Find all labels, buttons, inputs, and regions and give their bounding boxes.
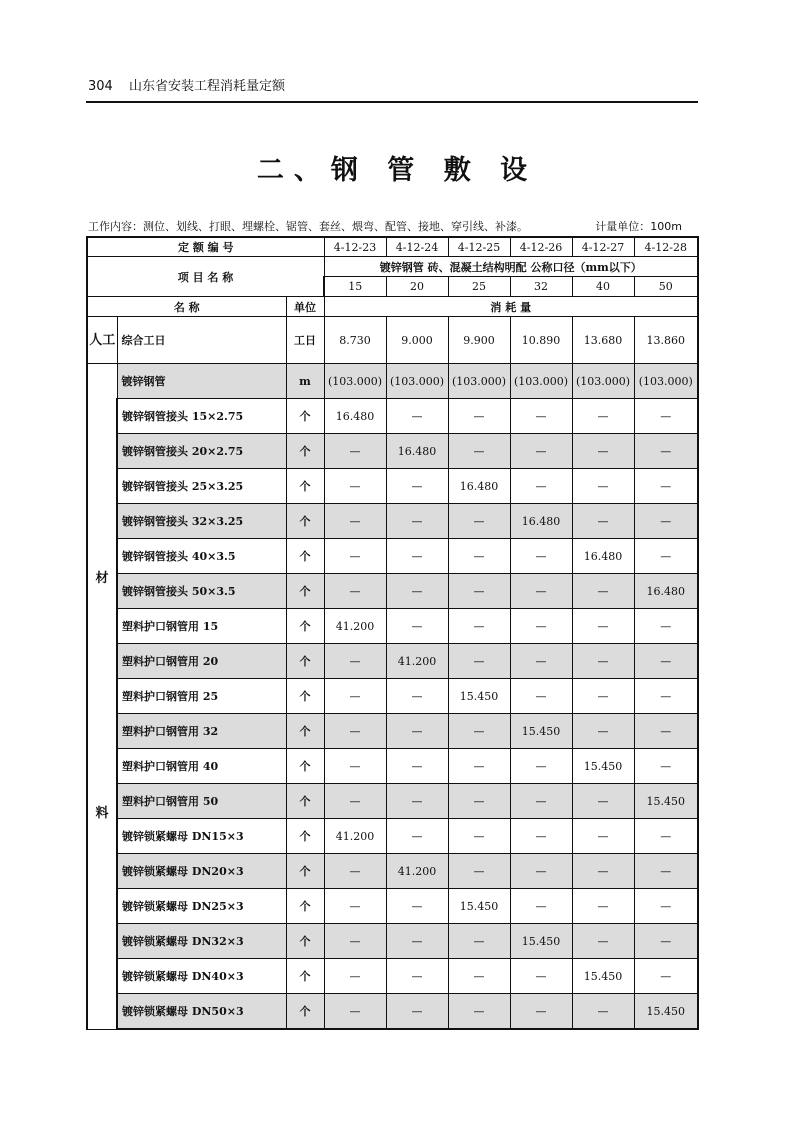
material-value: — — [510, 819, 572, 854]
material-unit: 个 — [286, 539, 324, 574]
material-value: — — [572, 854, 634, 889]
material-name: 镀锌钢管 — [117, 364, 286, 399]
labor-value: 13.680 — [572, 317, 634, 364]
material-value: 41.200 — [324, 609, 386, 644]
material-unit: 个 — [286, 784, 324, 819]
material-value: — — [634, 819, 698, 854]
material-row — [87, 574, 698, 609]
material-value: — — [634, 959, 698, 994]
material-name: 塑料护口钢管用 50 — [117, 784, 286, 819]
item-desc-row — [87, 257, 698, 277]
material-value: 16.480 — [448, 469, 510, 504]
material-value: — — [572, 714, 634, 749]
material-value: — — [448, 924, 510, 959]
material-value: 16.480 — [510, 504, 572, 539]
material-value: — — [324, 924, 386, 959]
item-name-label: 项 目 名 称 — [87, 257, 324, 297]
material-name: 镀锌锁紧螺母 DN15×3 — [117, 819, 286, 854]
section-title: 二、钢 管 敷 设 — [256, 155, 538, 186]
material-value: 41.200 — [324, 819, 386, 854]
material-value: — — [386, 504, 448, 539]
diameter: 25 — [448, 277, 510, 297]
material-value: — — [386, 889, 448, 924]
material-value: — — [510, 399, 572, 434]
material-row — [87, 679, 698, 714]
material-unit: 个 — [286, 889, 324, 924]
material-name: 镀锌钢管接头 15×2.75 — [117, 399, 286, 434]
material-name: 镀锌钢管接头 20×2.75 — [117, 434, 286, 469]
material-value: — — [634, 924, 698, 959]
column-header-row — [87, 297, 698, 317]
material-value: 15.450 — [510, 924, 572, 959]
material-unit: 个 — [286, 469, 324, 504]
material-category-top: 材 — [95, 571, 109, 587]
material-value: 15.450 — [572, 749, 634, 784]
material-value: — — [572, 924, 634, 959]
material-value: — — [324, 854, 386, 889]
labor-unit: 工日 — [286, 317, 324, 364]
material-value: — — [324, 644, 386, 679]
material-name: 镀锌锁紧螺母 DN40×3 — [117, 959, 286, 994]
material-value: — — [572, 784, 634, 819]
material-value: — — [448, 434, 510, 469]
book-title: 山东省安装工程消耗量定额 — [128, 79, 285, 94]
material-value: (103.000) — [634, 364, 698, 399]
material-value: — — [510, 679, 572, 714]
material-value: (103.000) — [510, 364, 572, 399]
unit-note: 计量单位：100m — [595, 220, 682, 233]
material-value: — — [448, 819, 510, 854]
material-value: — — [448, 749, 510, 784]
quota-number: 4-12-26 — [510, 237, 572, 257]
material-unit: 个 — [286, 434, 324, 469]
material-name: 镀锌锁紧螺母 DN20×3 — [117, 854, 286, 889]
material-value: — — [324, 469, 386, 504]
material-name: 塑料护口钢管用 32 — [117, 714, 286, 749]
material-row — [87, 994, 698, 1030]
material-value: — — [448, 504, 510, 539]
material-value: — — [572, 469, 634, 504]
material-value: — — [324, 714, 386, 749]
material-value: — — [448, 399, 510, 434]
material-row — [87, 924, 698, 959]
material-row — [87, 854, 698, 889]
material-unit: 个 — [286, 959, 324, 994]
diameter: 40 — [572, 277, 634, 297]
material-value: — — [448, 854, 510, 889]
material-row — [87, 364, 698, 399]
material-value: — — [324, 679, 386, 714]
material-value: — — [386, 399, 448, 434]
work-content-line — [88, 218, 682, 234]
col-name-label: 名 称 — [87, 297, 286, 317]
material-value: — — [634, 504, 698, 539]
material-row — [87, 539, 698, 574]
labor-value: 9.000 — [386, 317, 448, 364]
material-name: 塑料护口钢管用 40 — [117, 749, 286, 784]
material-value: — — [386, 959, 448, 994]
material-value: — — [324, 994, 386, 1030]
material-unit: 个 — [286, 399, 324, 434]
material-value: 15.450 — [634, 994, 698, 1030]
work-content: 工作内容：测位、划线、打眼、埋螺栓、锯管、套丝、煨弯、配管、接地、穿引线、补漆。 — [88, 220, 528, 233]
material-unit: 个 — [286, 714, 324, 749]
material-value: — — [386, 714, 448, 749]
material-name: 塑料护口钢管用 25 — [117, 679, 286, 714]
material-value: — — [510, 574, 572, 609]
material-value: — — [572, 399, 634, 434]
labor-row — [87, 317, 698, 364]
material-row — [87, 469, 698, 504]
diameter: 32 — [510, 277, 572, 297]
material-value: — — [634, 714, 698, 749]
material-value: (103.000) — [324, 364, 386, 399]
material-row — [87, 784, 698, 819]
material-value: — — [386, 539, 448, 574]
page-number: 304 — [88, 79, 113, 94]
material-value: — — [510, 644, 572, 679]
running-header — [88, 75, 285, 94]
material-row — [87, 749, 698, 784]
material-value: — — [634, 854, 698, 889]
material-name: 镀锌钢管接头 50×3.5 — [117, 574, 286, 609]
quota-number: 4-12-24 — [386, 237, 448, 257]
material-value: — — [448, 994, 510, 1030]
material-unit: 个 — [286, 679, 324, 714]
material-category — [87, 364, 117, 1030]
material-value: — — [386, 749, 448, 784]
material-value: 41.200 — [386, 854, 448, 889]
col-unit-label: 单位 — [286, 297, 324, 317]
material-value: — — [510, 854, 572, 889]
material-value: — — [324, 574, 386, 609]
material-row — [87, 504, 698, 539]
material-row — [87, 819, 698, 854]
material-category-bottom: 料 — [95, 806, 109, 822]
material-value: — — [324, 959, 386, 994]
diameter: 20 — [386, 277, 448, 297]
material-name: 镀锌钢管接头 32×3.25 — [117, 504, 286, 539]
material-value: — — [448, 574, 510, 609]
material-value: — — [448, 714, 510, 749]
material-unit: 个 — [286, 994, 324, 1030]
material-value: — — [386, 574, 448, 609]
material-unit: m — [286, 364, 324, 399]
material-value: — — [572, 819, 634, 854]
material-unit: 个 — [286, 749, 324, 784]
labor-name: 综合工日 — [117, 317, 286, 364]
quota-number: 4-12-25 — [448, 237, 510, 257]
material-value: — — [634, 644, 698, 679]
material-value: 16.480 — [324, 399, 386, 434]
labor-value: 13.860 — [634, 317, 698, 364]
labor-value: 9.900 — [448, 317, 510, 364]
material-value: — — [386, 784, 448, 819]
material-value: — — [634, 399, 698, 434]
quota-number: 4-12-28 — [634, 237, 698, 257]
material-unit: 个 — [286, 819, 324, 854]
material-value: — — [386, 609, 448, 644]
material-value: — — [510, 469, 572, 504]
col-consumption-label: 消 耗 量 — [324, 297, 698, 317]
material-value: — — [572, 574, 634, 609]
material-value: — — [510, 959, 572, 994]
material-value: — — [572, 609, 634, 644]
quota-number: 4-12-27 — [572, 237, 634, 257]
material-row — [87, 434, 698, 469]
material-row — [87, 889, 698, 924]
material-value: — — [448, 609, 510, 644]
diameter: 15 — [324, 277, 386, 297]
material-value: — — [510, 539, 572, 574]
material-value: — — [634, 539, 698, 574]
material-value: (103.000) — [572, 364, 634, 399]
diameter: 50 — [634, 277, 698, 297]
material-name: 镀锌钢管接头 40×3.5 — [117, 539, 286, 574]
material-value: — — [324, 539, 386, 574]
material-value: — — [572, 434, 634, 469]
item-description: 镀锌钢管 砖、混凝土结构明配 公称口径（mm以下） — [324, 257, 698, 277]
material-value: — — [386, 819, 448, 854]
material-value: — — [634, 749, 698, 784]
material-value: — — [448, 784, 510, 819]
material-value: 15.450 — [448, 679, 510, 714]
quota-no-label: 定 额 编 号 — [87, 237, 324, 257]
material-row — [87, 714, 698, 749]
material-row — [87, 399, 698, 434]
material-value: — — [324, 889, 386, 924]
material-value: — — [572, 644, 634, 679]
material-value: — — [324, 749, 386, 784]
material-row — [87, 609, 698, 644]
material-value: — — [324, 784, 386, 819]
material-value: 15.450 — [634, 784, 698, 819]
material-unit: 个 — [286, 609, 324, 644]
material-value: — — [634, 889, 698, 924]
material-value: 16.480 — [572, 539, 634, 574]
material-unit: 个 — [286, 504, 324, 539]
material-value: — — [634, 609, 698, 644]
material-name: 镀锌锁紧螺母 DN32×3 — [117, 924, 286, 959]
material-value: 15.450 — [510, 714, 572, 749]
quota-table — [86, 236, 699, 1030]
material-value: — — [572, 889, 634, 924]
material-value: — — [510, 784, 572, 819]
material-value: — — [386, 924, 448, 959]
material-unit: 个 — [286, 924, 324, 959]
material-unit: 个 — [286, 644, 324, 679]
material-value: — — [572, 504, 634, 539]
material-value: — — [510, 994, 572, 1030]
material-value: — — [634, 434, 698, 469]
labor-value: 10.890 — [510, 317, 572, 364]
material-name: 镀锌锁紧螺母 DN25×3 — [117, 889, 286, 924]
material-unit: 个 — [286, 574, 324, 609]
material-value: — — [510, 609, 572, 644]
material-value: — — [510, 434, 572, 469]
material-unit: 个 — [286, 854, 324, 889]
labor-category: 人工 — [87, 317, 117, 364]
material-value: 16.480 — [386, 434, 448, 469]
quota-number-row — [87, 237, 698, 257]
material-value: — — [448, 959, 510, 994]
material-value: (103.000) — [386, 364, 448, 399]
material-value: — — [324, 434, 386, 469]
material-name: 镀锌锁紧螺母 DN50×3 — [117, 994, 286, 1030]
material-value: (103.000) — [448, 364, 510, 399]
material-name: 镀锌钢管接头 25×3.25 — [117, 469, 286, 504]
labor-value: 8.730 — [324, 317, 386, 364]
quota-number: 4-12-23 — [324, 237, 386, 257]
material-value: — — [572, 679, 634, 714]
material-value: — — [386, 679, 448, 714]
material-value: — — [448, 539, 510, 574]
material-value: — — [510, 749, 572, 784]
material-value: 15.450 — [572, 959, 634, 994]
material-value: — — [572, 994, 634, 1030]
material-value: — — [386, 469, 448, 504]
material-row — [87, 644, 698, 679]
material-value: 15.450 — [448, 889, 510, 924]
material-value: — — [634, 679, 698, 714]
header-rule — [86, 101, 698, 103]
material-value: — — [448, 644, 510, 679]
material-value: 41.200 — [386, 644, 448, 679]
material-value: — — [386, 994, 448, 1030]
material-name: 塑料护口钢管用 15 — [117, 609, 286, 644]
material-value: 16.480 — [634, 574, 698, 609]
material-value: — — [634, 469, 698, 504]
material-value: — — [510, 889, 572, 924]
material-value: — — [324, 504, 386, 539]
material-row — [87, 959, 698, 994]
material-name: 塑料护口钢管用 20 — [117, 644, 286, 679]
